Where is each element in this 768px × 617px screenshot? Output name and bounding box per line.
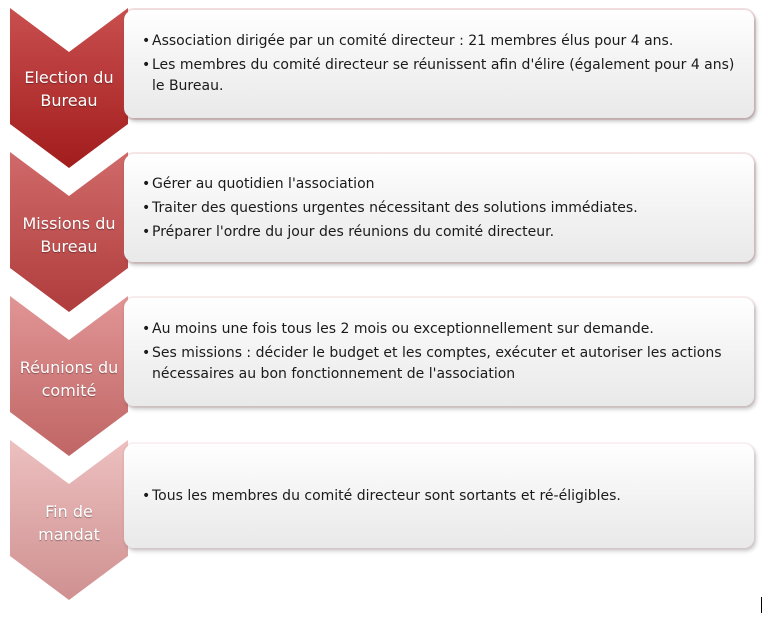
bullet-item: • Préparer l'ordre du jour des réunions du comité directeur.	[142, 222, 740, 243]
bullet-item: • Les membres du comité directeur se réunissent afin d'élire (également pour 4 ans) le Bureau.	[142, 55, 740, 97]
bullet-item: • Ses missions : décider le budget et les comptes, exécuter et autoriser les actions nécessaires au bon fonctionnement de l'association	[142, 343, 740, 385]
bullet-item: • Traiter des questions urgentes nécessitant des solutions immédiates.	[142, 198, 740, 219]
text-cursor	[761, 597, 762, 613]
step-content-box	[124, 10, 754, 118]
step-label: Election du Bureau	[24, 68, 114, 110]
bullet-item: • Au moins une fois tous les 2 mois ou exceptionnellement sur demande.	[142, 319, 740, 340]
bullet-item: • Gérer au quotidien l'association	[142, 174, 740, 195]
bullet-item: • Association dirigée par un comité directeur : 21 membres élus pour 4 ans.	[142, 31, 740, 52]
step-label: Missions du Bureau	[22, 214, 116, 256]
step-election-du-bureau	[0, 8, 768, 168]
step-label: Fin de mandat	[38, 502, 100, 544]
bullet-item: • Tous les membres du comité directeur sont sortants et ré-éligibles.	[142, 486, 740, 507]
step-reunions-du-comite	[0, 296, 768, 456]
step-missions-du-bureau	[0, 152, 768, 312]
step-content-box	[124, 444, 754, 548]
step-content-box	[124, 154, 754, 262]
step-label: Réunions du comité	[19, 358, 119, 400]
step-fin-de-mandat	[0, 440, 768, 600]
step-content-box	[124, 298, 754, 406]
